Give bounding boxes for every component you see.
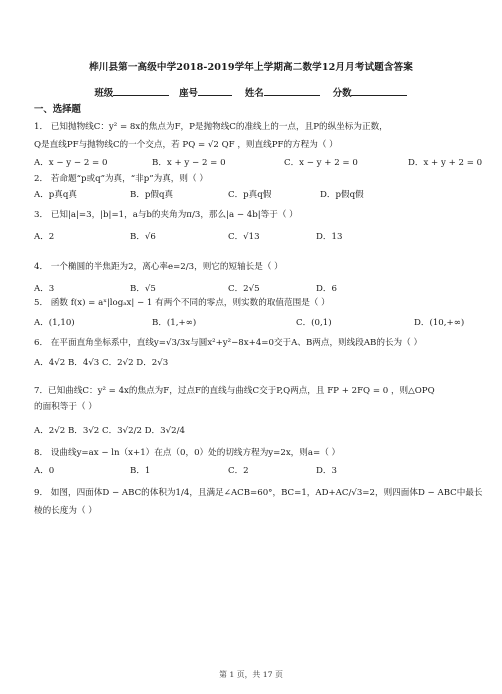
question-4-line-1: 4． 一个椭圆的半焦距为2，离心率e=2/3，则它的短轴长是（ ） xyxy=(34,262,283,272)
page-footer: 第 1 页，共 17 页 xyxy=(219,670,283,680)
question-3-line-1: 3． 已知|a|=3，|b|=1，a与b的夹角为π/3，那么|a − 4b|等于（ ） xyxy=(34,210,298,220)
name-blank xyxy=(264,86,320,96)
question-5-line-1: 5． 函数 f(x) = aˣ|logₐx| − 1 有两个不同的零点，则实数的取值范围是（ ） xyxy=(34,298,330,308)
question-1-line-1: 1． 已知抛物线C：y² = 8x的焦点为F，P是抛物线C的准线上的一点，且P的纵坐标为正数， xyxy=(34,122,388,132)
page-title: 桦川县第一高级中学2018-2019学年上学期高二数学12月月考试题含答案 xyxy=(89,62,413,73)
option-b: B．√6 xyxy=(130,232,156,242)
seat-label: 座号 xyxy=(179,88,198,99)
student-info-line xyxy=(0,86,502,100)
option-a: A．4√2 B．4√3 C．2√2 D．2√3 xyxy=(34,358,169,368)
question-7-line-2: 的面积等于（ ） xyxy=(34,402,97,412)
option-a: A．(1,10) xyxy=(34,318,75,328)
score-label: 分数 xyxy=(332,88,352,99)
section-heading: 一、选择题 xyxy=(34,104,81,115)
option-a: A．p真q真 xyxy=(34,190,77,200)
class-blank xyxy=(113,86,169,96)
option-a: A．x − y − 2 = 0 xyxy=(34,158,108,168)
question-2-line-1: 2． 若命题“p或q”为真，“非p”为真，则（ ） xyxy=(34,174,208,184)
option-c: C．2√5 xyxy=(228,284,260,294)
name-label: 姓名 xyxy=(244,88,264,99)
option-c: C．p真q假 xyxy=(228,190,272,200)
option-b: B．√5 xyxy=(130,284,156,294)
seat-blank xyxy=(198,86,232,96)
question-1-line-2: Q是直线PF与抛物线C的一个交点，若 PQ = √2 QF ，则直线PF的方程为（ ） xyxy=(34,140,338,150)
question-8-line-1: 8． 设曲线y=ax − ln（x+1）在点（0，0）处的切线方程为y=2x，则a=（ ） xyxy=(34,448,341,458)
option-c: C．2 xyxy=(228,466,249,476)
question-6-line-1: 6． 在平面直角坐标系中，直线y=√3/3x与圆x²+y²−8x+4=0交于A、B两点，则线段AB的长为（ ） xyxy=(34,338,423,348)
option-b: B．p假q真 xyxy=(130,190,174,200)
option-a: A．3 xyxy=(34,284,55,294)
option-a: A．2 xyxy=(34,232,55,242)
option-c: C．x − y + 2 = 0 xyxy=(284,158,358,168)
option-c: C．√13 xyxy=(228,232,260,242)
question-7-line-1: 7．已知曲线C：y² = 4x的焦点为F，过点F的直线与曲线C交于P,Q两点，且 FP + 2FQ = 0 ，则△OPQ xyxy=(34,386,435,396)
option-b: B．1 xyxy=(130,466,151,476)
option-d: D．3 xyxy=(316,466,337,476)
option-a: A．2√2 B．3√2 C．3√2/2 D．3√2/4 xyxy=(34,426,185,436)
option-d: D．13 xyxy=(316,232,343,242)
class-label: 班级 xyxy=(94,88,114,99)
option-b: B．x + y − 2 = 0 xyxy=(152,158,226,168)
option-d: D．p假q假 xyxy=(320,190,364,200)
option-d: D．(10,+∞) xyxy=(414,318,465,328)
option-a: A．0 xyxy=(34,466,55,476)
option-d: D．x + y + 2 = 0 xyxy=(408,158,483,168)
option-b: B．(1,+∞) xyxy=(152,318,197,328)
question-9-line-2: 棱的长度为（ ） xyxy=(34,506,97,516)
score-blank xyxy=(351,86,407,96)
option-d: D．6 xyxy=(316,284,337,294)
option-c: C．(0,1) xyxy=(296,318,332,328)
question-9-line-1: 9． 如图，四面体D − ABC的体积为1/4，且满足∠ACB=60°，BC=1，AD+AC/√3=2，则四面体D − ABC中最长 xyxy=(34,488,483,498)
